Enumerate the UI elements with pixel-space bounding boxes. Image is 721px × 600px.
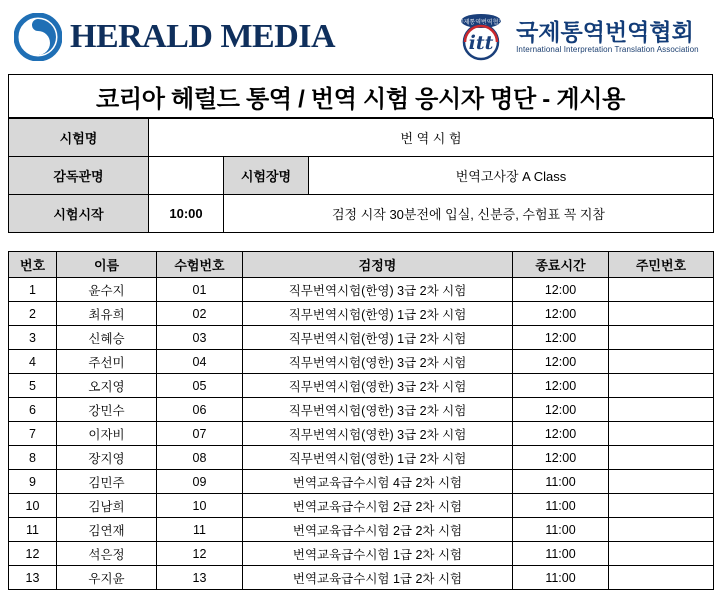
- cell-exam-number: 05: [157, 374, 243, 398]
- cell-exam-title: 직무번역시험(영한) 3급 2차 시험: [243, 350, 513, 374]
- cell-exam-title: 직무번역시험(한영) 1급 2차 시험: [243, 326, 513, 350]
- cell-end-time: 12:00: [513, 302, 609, 326]
- exam-info-table: [8, 118, 714, 233]
- itt-english-name: International Interpretation Translation Association: [516, 44, 699, 54]
- info-row-supervisor: [9, 157, 714, 195]
- cell-resident-number[interactable]: [609, 374, 714, 398]
- column-header-name: 이름: [57, 252, 157, 278]
- herald-swirl-icon: [14, 13, 62, 61]
- exam-name-label: 시험명: [9, 119, 149, 157]
- page-title: 코리아 헤럴드 통역 / 번역 시험 응시자 명단 - 게시용: [95, 85, 626, 113]
- cell-name: 김남희: [57, 494, 157, 518]
- cell-end-time: 12:00: [513, 398, 609, 422]
- cell-resident-number[interactable]: [609, 350, 714, 374]
- cell-exam-number: 01: [157, 278, 243, 302]
- cell-no: 1: [9, 278, 57, 302]
- table-row: [9, 326, 714, 350]
- cell-end-time: 12:00: [513, 422, 609, 446]
- cell-name: 강민수: [57, 398, 157, 422]
- cell-exam-title: 직무번역시험(영한) 1급 2차 시험: [243, 446, 513, 470]
- logo-bar: [0, 0, 721, 70]
- cell-no: 13: [9, 566, 57, 590]
- table-row: [9, 566, 714, 590]
- cell-exam-title: 직무번역시험(영한) 3급 2차 시험: [243, 422, 513, 446]
- cell-exam-number: 08: [157, 446, 243, 470]
- column-header-exam-title: 검정명: [243, 252, 513, 278]
- cell-end-time: 12:00: [513, 350, 609, 374]
- cell-exam-number: 09: [157, 470, 243, 494]
- table-row: [9, 518, 714, 542]
- cell-exam-number: 11: [157, 518, 243, 542]
- cell-exam-title: 직무번역시험(영한) 3급 2차 시험: [243, 398, 513, 422]
- venue-value: 번역고사장 A Class: [309, 157, 714, 195]
- cell-exam-number: 10: [157, 494, 243, 518]
- cell-exam-number: 12: [157, 542, 243, 566]
- cell-exam-number: 04: [157, 350, 243, 374]
- table-row: [9, 350, 714, 374]
- cell-end-time: 11:00: [513, 470, 609, 494]
- cell-name: 장지영: [57, 446, 157, 470]
- cell-name: 우지윤: [57, 566, 157, 590]
- cell-no: 10: [9, 494, 57, 518]
- cell-resident-number[interactable]: [609, 446, 714, 470]
- cell-resident-number[interactable]: [609, 494, 714, 518]
- supervisor-value[interactable]: [149, 157, 224, 195]
- cell-resident-number[interactable]: [609, 278, 714, 302]
- table-row: [9, 494, 714, 518]
- cell-exam-title: 번역교육급수시험 1급 2차 시험: [243, 542, 513, 566]
- svg-text:국제통역번역협회: 국제통역번역협회: [457, 19, 505, 26]
- notice-text: 검정 시작 30분전에 입실, 신분증, 수험표 꼭 지참: [224, 195, 714, 233]
- cell-resident-number[interactable]: [609, 470, 714, 494]
- cell-end-time: 12:00: [513, 326, 609, 350]
- herald-media-wordmark: HERALD MEDIA: [70, 18, 336, 55]
- table-row: [9, 542, 714, 566]
- cell-name: 김연재: [57, 518, 157, 542]
- cell-resident-number[interactable]: [609, 302, 714, 326]
- table-row: [9, 278, 714, 302]
- cell-exam-title: 직무번역시험(한영) 3급 2차 시험: [243, 278, 513, 302]
- itt-emblem-icon: [453, 12, 509, 62]
- cell-name: 이자비: [57, 422, 157, 446]
- supervisor-label: 감독관명: [9, 157, 149, 195]
- column-header-no: 번호: [9, 252, 57, 278]
- cell-no: 3: [9, 326, 57, 350]
- table-spacer: [0, 233, 721, 251]
- cell-resident-number[interactable]: [609, 326, 714, 350]
- cell-no: 7: [9, 422, 57, 446]
- itt-korean-name: 국제통역번역협회: [516, 18, 694, 45]
- cell-exam-number: 02: [157, 302, 243, 326]
- cell-name: 최유희: [57, 302, 157, 326]
- start-time-label: 시험시작: [9, 195, 149, 233]
- table-row: [9, 374, 714, 398]
- table-row: [9, 422, 714, 446]
- cell-no: 12: [9, 542, 57, 566]
- cell-end-time: 12:00: [513, 278, 609, 302]
- cell-name: 오지영: [57, 374, 157, 398]
- cell-exam-title: 직무번역시험(영한) 3급 2차 시험: [243, 374, 513, 398]
- cell-resident-number[interactable]: [609, 566, 714, 590]
- cell-name: 신혜승: [57, 326, 157, 350]
- exam-name-value: 번 역 시 험: [149, 119, 714, 157]
- cell-end-time: 11:00: [513, 518, 609, 542]
- cell-exam-title: 번역교육급수시험 1급 2차 시험: [243, 566, 513, 590]
- cell-no: 6: [9, 398, 57, 422]
- cell-resident-number[interactable]: [609, 518, 714, 542]
- start-time-value: 10:00: [149, 195, 224, 233]
- info-row-start-time: [9, 195, 714, 233]
- itt-logo-texts: [516, 20, 699, 55]
- cell-name: 김민주: [57, 470, 157, 494]
- cell-name: 윤수지: [57, 278, 157, 302]
- column-header-resident-number: 주민번호: [609, 252, 714, 278]
- column-header-exam-number: 수험번호: [157, 252, 243, 278]
- cell-exam-title: 직무번역시험(한영) 1급 2차 시험: [243, 302, 513, 326]
- list-header-row: [9, 252, 714, 278]
- cell-exam-number: 07: [157, 422, 243, 446]
- table-row: [9, 470, 714, 494]
- cell-end-time: 11:00: [513, 566, 609, 590]
- document-title-box: [8, 74, 713, 118]
- cell-no: 2: [9, 302, 57, 326]
- cell-end-time: 11:00: [513, 494, 609, 518]
- cell-name: 석은정: [57, 542, 157, 566]
- cell-no: 4: [9, 350, 57, 374]
- table-row: [9, 302, 714, 326]
- table-row: [9, 446, 714, 470]
- candidate-list-table: [8, 251, 714, 590]
- cell-no: 5: [9, 374, 57, 398]
- cell-name: 주선미: [57, 350, 157, 374]
- cell-end-time: 12:00: [513, 446, 609, 470]
- cell-no: 8: [9, 446, 57, 470]
- cell-resident-number[interactable]: [609, 398, 714, 422]
- cell-end-time: 12:00: [513, 374, 609, 398]
- cell-no: 11: [9, 518, 57, 542]
- cell-no: 9: [9, 470, 57, 494]
- venue-label: 시험장명: [224, 157, 309, 195]
- cell-exam-title: 번역교육급수시험 2급 2차 시험: [243, 518, 513, 542]
- cell-exam-title: 번역교육급수시험 4급 2차 시험: [243, 470, 513, 494]
- cell-exam-number: 13: [157, 566, 243, 590]
- table-row: [9, 398, 714, 422]
- info-row-exam-name: [9, 119, 714, 157]
- cell-exam-title: 번역교육급수시험 2급 2차 시험: [243, 494, 513, 518]
- svg-text:itt: itt: [468, 32, 494, 54]
- column-header-end-time: 종료시간: [513, 252, 609, 278]
- cell-resident-number[interactable]: [609, 542, 714, 566]
- cell-end-time: 11:00: [513, 542, 609, 566]
- cell-resident-number[interactable]: [609, 422, 714, 446]
- itt-association-logo: [453, 12, 699, 62]
- cell-exam-number: 06: [157, 398, 243, 422]
- herald-media-logo: [14, 13, 335, 61]
- cell-exam-number: 03: [157, 326, 243, 350]
